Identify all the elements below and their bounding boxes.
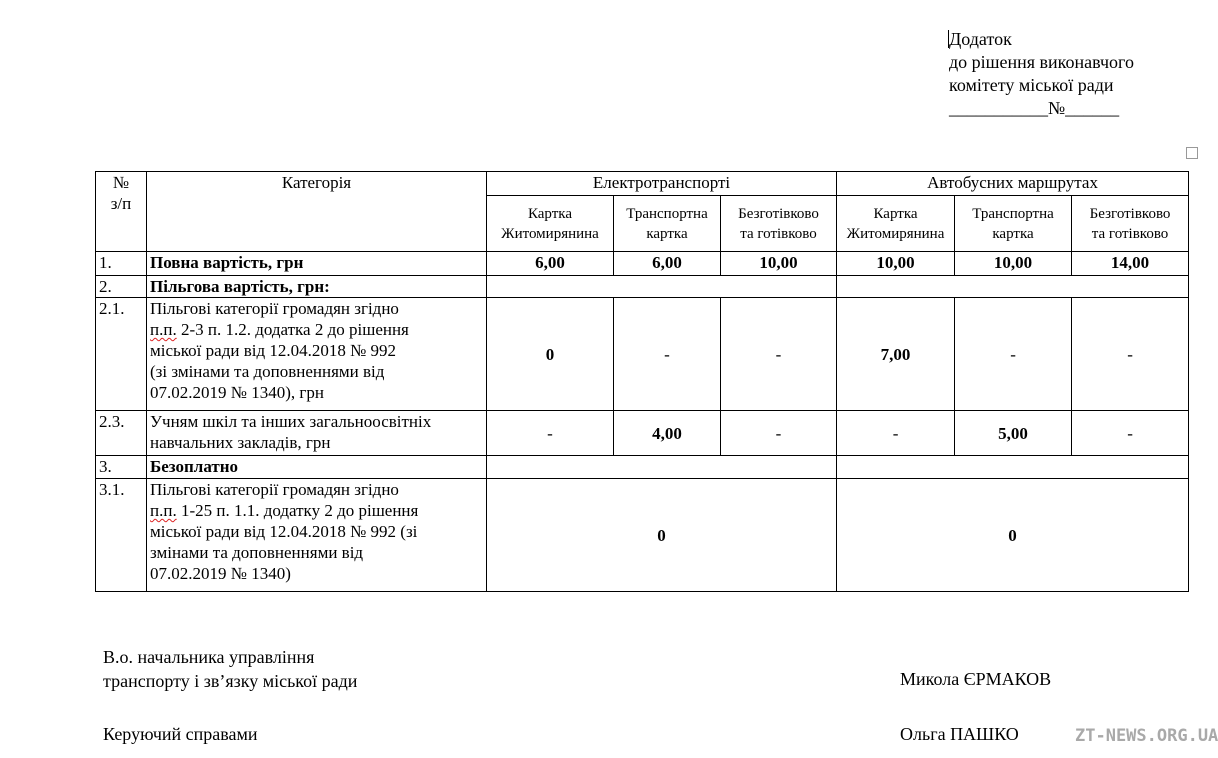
row-number: 3.	[96, 456, 147, 479]
appendix-line-4: ___________№______	[949, 98, 1120, 118]
price-cell: 14,00	[1072, 252, 1189, 276]
table-row	[96, 479, 1189, 592]
price-cell: 6,00	[487, 252, 614, 276]
row-label-line: 07.02.2019 № 1340), грн	[150, 383, 324, 402]
table-row	[96, 411, 1189, 456]
appendix-line-1: Додаток	[949, 29, 1012, 49]
price-cell: -	[721, 298, 837, 411]
price-cell: 5,00	[955, 411, 1072, 456]
row-number: 1.	[96, 252, 147, 276]
row-label-line: змінами та доповненнями від	[150, 543, 364, 562]
row-label-line: міської ради від 12.04.2018 № 992 (зі	[150, 522, 418, 541]
row-label-line: (зі змінами та доповненнями від	[150, 362, 385, 381]
subheader-line: Картка	[527, 205, 573, 222]
table-row	[96, 298, 1189, 411]
subheader-line: картка	[646, 225, 688, 242]
price-cell-electro: 0	[487, 479, 837, 592]
tariff-table	[95, 171, 1189, 592]
subheader-bus-card	[837, 196, 955, 252]
price-cell: -	[955, 298, 1072, 411]
subheader-bus-transport-card	[955, 196, 1072, 252]
appendix-line-2: до рішення виконавчого	[949, 52, 1134, 72]
subheader-line: картка	[992, 225, 1034, 242]
subheader-line: Транспортна	[972, 205, 1054, 222]
row-label-line: 07.02.2019 № 1340)	[150, 564, 291, 583]
appendix-header	[949, 28, 1134, 120]
subheader-line: Безготівково	[1089, 205, 1171, 222]
price-cell: 7,00	[837, 298, 955, 411]
subheader-line: Картка	[873, 205, 918, 222]
price-cell-bus: 0	[837, 479, 1189, 592]
row-number: 2.3.	[96, 411, 147, 456]
signatory-2-name: Ольга ПАШКО	[900, 724, 1019, 744]
appendix-line-3: комітету міської ради	[949, 75, 1114, 95]
subheader-line: та готівково	[740, 225, 817, 242]
group-bus-header: Автобусних маршрутах	[837, 172, 1189, 196]
spellcheck-word: п.п.	[150, 501, 177, 520]
price-cell: 10,00	[837, 252, 955, 276]
empty-cell	[837, 276, 1189, 298]
row-number: 3.1.	[96, 479, 147, 592]
price-cell: -	[1072, 298, 1189, 411]
row-label: Пільгова вартість, грн:	[147, 276, 487, 298]
price-cell: -	[721, 411, 837, 456]
row-label	[147, 298, 487, 411]
empty-cell	[487, 456, 837, 479]
price-cell: -	[1072, 411, 1189, 456]
subheader-bus-cash	[1072, 196, 1189, 252]
price-cell: 10,00	[721, 252, 837, 276]
price-cell: 0	[487, 298, 614, 411]
row-label-line: Пільгові категорії громадян згідно	[150, 299, 399, 318]
price-cell: 6,00	[614, 252, 721, 276]
row-number: 2.1.	[96, 298, 147, 411]
subheader-line: Житомирянина	[846, 225, 945, 242]
subheader-electro-transport-card	[614, 196, 721, 252]
table-row	[96, 276, 1189, 298]
row-label-line: міської ради від 12.04.2018 № 992	[150, 341, 397, 360]
row-label: Безоплатно	[147, 456, 487, 479]
table-row	[96, 456, 1189, 479]
signatory-1-name: Микола ЄРМАКОВ	[900, 669, 1052, 689]
row-label-line: навчальних закладів, грн	[150, 433, 331, 452]
signatory-2-position: Керуючий справами	[103, 724, 258, 744]
signatory-1-position	[103, 645, 357, 693]
row-label-line	[150, 319, 483, 340]
row-label: Повна вартість, грн	[147, 252, 487, 276]
col-number-label-1: №	[112, 173, 130, 192]
row-label-fragment: 2-3 п. 1.2. додатка 2 до рішення	[176, 320, 409, 339]
col-number-header	[96, 172, 147, 252]
subheader-line: Безготівково	[738, 205, 819, 222]
table-header-row	[96, 172, 1189, 196]
subheader-line: Житомирянина	[501, 225, 599, 242]
row-label-fragment: 1-25 п. 1.1. додатку 2 до рішення	[176, 501, 419, 520]
group-electro-header: Електротранспорті	[487, 172, 837, 196]
row-label-line	[150, 500, 483, 521]
signatory-1-position-line-2: транспорту і зв’язку міської ради	[103, 671, 358, 691]
col-number-label-2: з/п	[110, 194, 132, 213]
subheader-electro-cash	[721, 196, 837, 252]
signatory-1-position-line-1: В.о. начальника управління	[103, 647, 315, 667]
col-category-header: Категорія	[147, 172, 487, 252]
price-cell: 10,00	[955, 252, 1072, 276]
row-label	[147, 479, 487, 592]
site-watermark: ZT-NEWS.ORG.UA	[1075, 726, 1218, 746]
row-number: 2.	[96, 276, 147, 298]
page-corner-mark	[1186, 147, 1198, 159]
empty-cell	[487, 276, 837, 298]
table-row	[96, 252, 1189, 276]
row-label-line: Учням шкіл та інших загальноосвітніх	[150, 412, 432, 431]
price-cell: -	[837, 411, 955, 456]
price-cell: -	[614, 298, 721, 411]
row-label-line: Пільгові категорії громадян згідно	[150, 480, 399, 499]
row-label	[147, 411, 487, 456]
price-cell: 4,00	[614, 411, 721, 456]
spellcheck-word: п.п.	[150, 320, 177, 339]
subheader-line: та готівково	[1091, 225, 1169, 242]
empty-cell	[837, 456, 1189, 479]
subheader-line: Транспортна	[626, 205, 708, 222]
subheader-electro-card	[487, 196, 614, 252]
price-cell: -	[487, 411, 614, 456]
